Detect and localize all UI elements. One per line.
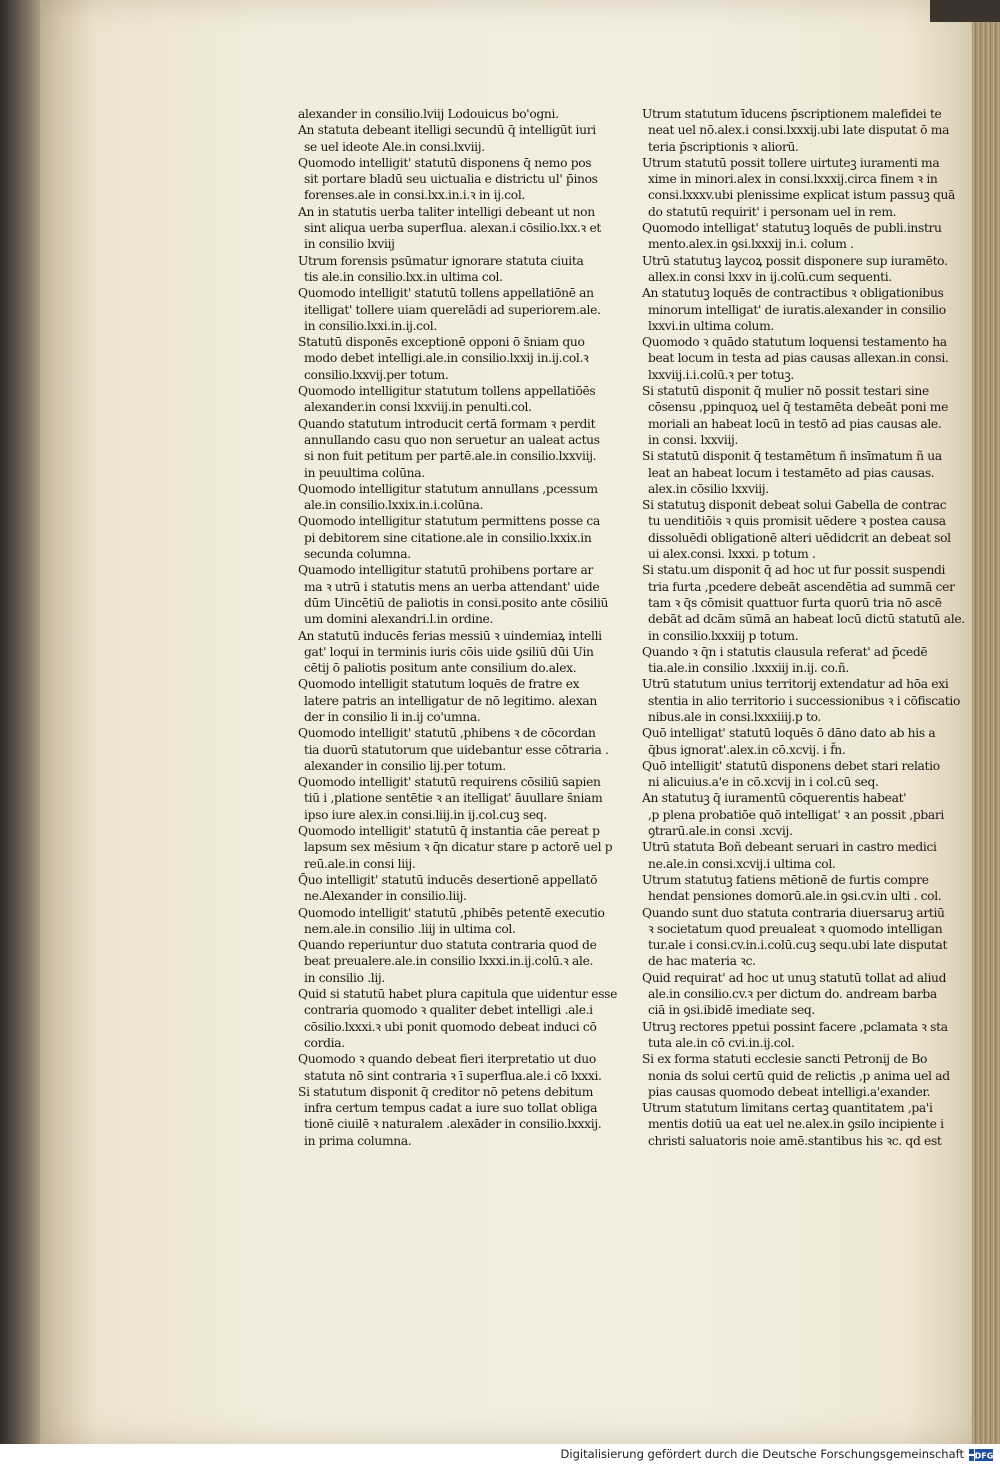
- index-entry: [642, 383, 960, 448]
- text-line: latere patris an intelligatur de nō legitimo. alexan: [304, 693, 597, 708]
- text-line: cōsensu ,ppinquoꝝ uel q̄ testamēta debeāt poni me: [648, 400, 949, 415]
- svg-text:DFG: DFG: [974, 1451, 994, 1461]
- text-line: itelligat' tollere uiam querelādi ad superiorem.ale.: [304, 302, 601, 317]
- text-line: leat an habeat locum i testamēto ad pias causas.: [648, 465, 935, 480]
- text-line: Statutū disponēs exceptionē opponi ō s̄niam quo: [298, 335, 585, 350]
- left-text-column: [298, 106, 618, 1149]
- text-line: Si statutum disponit q̄ creditor nō petens debitum: [298, 1084, 594, 1099]
- text-line: alexander.in consi lxxviij.in penulti.col.: [304, 400, 532, 415]
- text-line: nonia ds solui certū quid de relictis ,p anima uel ad: [648, 1068, 950, 1083]
- index-entry: [298, 383, 596, 416]
- text-line: ne.Alexander in consilio.liij.: [304, 889, 467, 904]
- dark-corner: [930, 0, 1000, 22]
- text-line: Quō intelligat' statutū loquēs ō dāno dato ab his a: [642, 726, 936, 741]
- text-line: annullando casu quo non seruetur an ualeat actus: [304, 432, 600, 447]
- index-entry: [298, 1051, 602, 1084]
- text-line: tionē ciuilē ꝛ naturalem .alexāder in consilio.lxxxij.: [304, 1117, 602, 1132]
- text-line: tam ꝛ q̄s cōmisit quattuor furta quorū tria nō ascē: [648, 595, 942, 610]
- text-line: hendat pensiones domorū.ale.in ꝯsi.cv.in ulti . col.: [648, 889, 942, 904]
- funding-credit: Digitalisierung gefördert durch die Deutsche Forschungsgemeinschaft: [560, 1447, 964, 1461]
- text-line: in consilio lxviij: [304, 237, 395, 252]
- dfg-logo-icon: [968, 1447, 994, 1463]
- text-line: Quando statutum introducit certā formam ꝛ perdit: [298, 416, 596, 431]
- text-line: lxxviij.i.i.colū.ꝛ per totuꝫ.: [648, 367, 794, 382]
- text-line: si non fuit petitum per partē.ale.in consilio.lxxviij.: [304, 449, 597, 464]
- text-line: Utrum statutuꝫ fatiens mētionē de furtis compre: [642, 872, 929, 887]
- index-entry: [642, 253, 960, 286]
- text-line: Quomodo ꝛ quādo statutum loquensi testamento ha: [642, 335, 947, 350]
- text-line: gat' loqui in terminis iuris cōis uide ꝯsiliū dūi Uin: [304, 644, 594, 659]
- index-entry: [298, 155, 598, 204]
- index-entry: [298, 285, 601, 334]
- text-line: Quō intelligit' statutū disponens debet stari relatio: [642, 758, 940, 773]
- text-line: An statutū inducēs ferias messiū ꝛ uindemiaꝝ intelli: [298, 628, 602, 643]
- text-line: alex.in cōsilio lxxviij.: [648, 481, 769, 496]
- text-line: contraria quomodo ꝛ qualiter debet intelligi .ale.i: [304, 1003, 593, 1018]
- text-line: ale.in consilio.cv.ꝛ per dictum do. andream barba: [648, 987, 937, 1002]
- text-line: tria furta ,pcedere debeāt ascendētia ad summā cer: [648, 579, 955, 594]
- index-entry: [298, 1084, 602, 1149]
- index-entry: [642, 644, 960, 677]
- text-line: ꝛ societatum quod preualeat ꝛ quomodo intelligan: [648, 921, 943, 936]
- index-entry: [642, 1051, 960, 1100]
- index-entry: [298, 253, 584, 286]
- text-line: Si statutuꝫ disponit debeat solui Gabella de contrac: [642, 498, 947, 513]
- text-line: Si ex forma statuti ecclesie sancti Petronij de Bo: [642, 1052, 928, 1067]
- index-entry: [298, 416, 600, 481]
- index-entry: [642, 725, 960, 758]
- text-line: Quando ꝛ q̄n i statutis clausula referat' ad p̄cedē: [642, 644, 928, 659]
- index-entry: [642, 1100, 960, 1149]
- index-entry: [298, 204, 601, 253]
- text-line: Quomodo intelligit statutum loquēs de fratre ex: [298, 677, 580, 692]
- footer-bar: [0, 1444, 1000, 1466]
- text-line: tur.ale i consi.cv.in.i.colū.cuꝫ sequ.ubi late disputat: [648, 938, 948, 953]
- text-line: beat preualere.ale.in consilio lxxxi.in.ij.colū.ꝛ ale.: [304, 954, 594, 969]
- text-line: in consilio.lxxi.in.ij.col.: [304, 318, 437, 333]
- text-line: tu uenditiōis ꝛ quis promisit uēdere ꝛ postea causa: [648, 514, 946, 529]
- text-line: ui alex.consi. lxxxi. p totum .: [648, 547, 816, 562]
- index-entry: [642, 758, 960, 791]
- text-line: ꝯtrarū.ale.in consi .xcvij.: [648, 824, 793, 839]
- text-line: do statutū requirit' i personam uel in rem.: [648, 204, 897, 219]
- index-entry: [298, 676, 597, 725]
- text-line: Quomodo intelligitur statutum annullans ,pcessum: [298, 481, 598, 496]
- text-line: Si statutū disponit q̄ testamētum ñ insīmatum ñ ua: [642, 449, 942, 464]
- index-entry: [298, 122, 596, 155]
- text-line: tuta ale.in cō cvi.in.ij.col.: [648, 1035, 795, 1050]
- text-line: in consi. lxxviij.: [648, 432, 739, 447]
- text-line: ni alicuius.a'e in cō.xcvij in i col.cū seq.: [648, 775, 879, 790]
- index-entry: [298, 872, 598, 905]
- index-entry: [298, 823, 613, 872]
- right-text-column: [642, 106, 965, 1149]
- text-line: der in consilio li in.ij co'umna.: [304, 709, 481, 724]
- text-line: q̄bus ignorat'.alex.in cō.xcvij. i f̄n.: [648, 742, 846, 757]
- text-line: Quomodo intelligit' statutū disponens q̄ nemo pos: [298, 155, 592, 170]
- text-line: dūm Uincētiū de paliotis in consi.posito ante cōsiliū: [304, 595, 609, 610]
- text-line: consi.lxxxv.ubi plenissime explicat istum passuꝫ quā: [648, 188, 956, 203]
- text-line: allex.in consi lxxv in ij.colū.cum sequenti.: [648, 269, 892, 284]
- text-line: reū.ale.in consi liij.: [304, 856, 416, 871]
- text-line: pi debitorem sine citatione.ale in consilio.lxxix.in: [304, 530, 592, 545]
- text-line: tia duorū statutorum que uidebantur esse cōtraria .: [304, 742, 609, 757]
- index-entry: [298, 513, 600, 562]
- page-fore-edge: [972, 0, 1000, 1444]
- text-line: pias causas quomodo debeat intelligi.a'exander.: [648, 1084, 931, 1099]
- text-line: lapsum sex mēsium ꝛ q̄n dicatur stare p actorē uel p: [304, 840, 613, 855]
- index-entry: [298, 774, 603, 823]
- text-line: in consilio .lij.: [304, 970, 385, 985]
- text-line: sit portare bladū seu uictualia e districtu ul' p̄inos: [304, 172, 598, 187]
- index-entry: [642, 905, 960, 970]
- text-line: mento.alex.in ꝯsi.lxxxij in.i. colum .: [648, 237, 854, 252]
- text-line: debāt ad dcām sūmā an habeat locū dictū statutū ale.: [648, 612, 965, 627]
- text-line: Quomodo intelligitur statutum permittens posse ca: [298, 514, 600, 529]
- text-line: dissoluēdi obligationē alteri uēdidcrit an debeat sol: [648, 530, 951, 545]
- text-line: Si statu.um disponit q̄ ad hoc ut fur possit suspendi: [642, 563, 946, 578]
- text-line: alexander in consilio lij.per totum.: [304, 758, 506, 773]
- text-line: Quamodo intelligitur statutū prohibens portare ar: [298, 563, 593, 578]
- text-line: ale.in consilio.lxxix.in.i.colūna.: [304, 498, 484, 513]
- index-entry: [298, 725, 609, 774]
- text-line: Quando sunt duo statuta contraria diuersaruꝫ artiū: [642, 905, 945, 920]
- text-line: Utrū statuta Boñ debeant seruari in castro medici: [642, 840, 937, 855]
- text-line: Utrum statutum īducens p̄scriptionem malefidei te: [642, 107, 942, 121]
- text-line: An statutuꝫ loquēs de contractibus ꝛ obligationibus: [642, 286, 944, 301]
- index-entry: [642, 1019, 960, 1052]
- text-line: Quomodo intelligit' statutū ,phibēs petentē executio: [298, 905, 605, 920]
- text-line: ,p plena probatiōe quō intelligat' ꝛ an possit ,pbari: [648, 807, 944, 822]
- text-line: mentis dotiū ua eat uel ne.alex.in ꝯsilo incipiente i: [648, 1117, 944, 1132]
- text-line: beat locum in testa ad pias causas allexan.in consi.: [648, 351, 949, 366]
- text-line: Quomodo intelligit' statutū q̄ instantia cāe pereat p: [298, 824, 600, 839]
- index-entry: [642, 839, 960, 872]
- text-line: se uel ideote Ale.in consi.lxviij.: [304, 139, 485, 154]
- index-entry: [642, 448, 960, 497]
- text-line: tis ale.in consilio.lxx.in ultima col.: [304, 269, 503, 284]
- text-line: sint aliqua uerba superflua. alexan.i cōsilio.lxx.ꝛ et: [304, 221, 601, 236]
- text-line: neat uel nō.alex.i consi.lxxxij.ubi late disputat ō ma: [648, 123, 950, 138]
- index-entry: [642, 285, 960, 334]
- text-line: Si statutū disponit q̄ mulier nō possit testari sine: [642, 384, 929, 399]
- text-line: Utrum forensis psūmatur ignorare statuta ciuita: [298, 253, 584, 268]
- text-line: minorum intelligat' de iuratis.alexander in consilio: [648, 302, 946, 317]
- index-entry: [298, 106, 580, 122]
- text-line: Utruꝫ rectores ppetui possint facere ,pclamata ꝛ sta: [642, 1019, 948, 1034]
- text-line: in consilio.lxxxiij p totum.: [648, 628, 799, 643]
- index-entry: [642, 155, 960, 220]
- text-line: um domini alexandri.l.in ordine.: [304, 612, 494, 627]
- text-line: Quomodo intelligit' statutū ,phibens ꝛ de cōcordan: [298, 726, 596, 741]
- text-line: xime in minori.alex in consi.lxxxij.circa finem ꝛ in: [648, 172, 938, 187]
- text-line: in peuultima colūna.: [304, 465, 425, 480]
- text-line: Quomodo ꝛ quando debeat fieri iterpretatio ut duo: [298, 1052, 596, 1067]
- text-line: Utrū statutuꝫ laycoꝝ possit disponere sup iuramēto.: [642, 253, 948, 268]
- text-line: Utrū statutum unius territorij extendatur ad hōa exi: [642, 677, 949, 692]
- book-spine-edge: [0, 0, 44, 1444]
- text-line: statuta nō sint contraria ꝛ ī superflua.ale.i cō lxxxi.: [304, 1068, 602, 1083]
- text-line: cordia.: [304, 1035, 345, 1050]
- text-line: secunda columna.: [304, 547, 411, 562]
- text-line: Quid si statutū habet plura capitula que uidentur esse: [298, 987, 618, 1002]
- index-entry: [298, 986, 618, 1051]
- text-line: ciā in ꝯsi.ibidē imediate seq.: [648, 1003, 815, 1018]
- text-line: An in statutis uerba taliter intelligi debeant ut non: [298, 204, 595, 219]
- text-line: alexander in consilio.lviij Lodouicus bo'ogni.: [298, 107, 559, 121]
- text-line: modo debet intelligi.ale.in consilio.lxxij in.ij.col.ꝛ: [304, 351, 589, 366]
- index-entry: [642, 497, 960, 562]
- text-line: Utrum statutū possit tollere uirtuteꝫ iuramenti ma: [642, 155, 940, 170]
- text-line: tiū i ,platione sentētie ꝛ an itelligat' āuullare s̄niam: [304, 791, 603, 806]
- text-line: Q̄uo intelligit' statutū inducēs desertionē appellatō: [298, 872, 598, 887]
- index-entry: [642, 676, 960, 725]
- text-line: Quomodo intelligat' statutuꝫ loquēs de publi.instru: [642, 221, 942, 236]
- text-line: ipso iure alex.in consi.liij.in ij.col.cuꝫ seq.: [304, 807, 547, 822]
- text-line: nem.ale.in consilio .liij in ultima col.: [304, 921, 516, 936]
- index-entry: [642, 970, 960, 1019]
- index-entry: [298, 628, 602, 677]
- text-line: Quomodo intelligit' statutū tollens appellatiōnē an: [298, 286, 594, 301]
- index-entry: [298, 937, 597, 986]
- text-line: consilio.lxxvij.per totum.: [304, 367, 449, 382]
- text-line: nibus.ale in consi.lxxxiiij.p to.: [648, 709, 821, 724]
- text-line: ne.ale.in consi.xcvij.i ultima col.: [648, 856, 836, 871]
- text-line: Quid requirat' ad hoc ut unuꝫ statutū tollat ad aliud: [642, 970, 947, 985]
- index-entry: [298, 905, 605, 938]
- index-entry: [298, 334, 589, 383]
- index-entry: [642, 562, 965, 643]
- index-entry: [642, 106, 960, 155]
- index-entry: [298, 481, 598, 514]
- text-line: forenses.ale in consi.lxx.in.i.ꝛ in ij.col.: [304, 188, 525, 203]
- index-entry: [642, 220, 960, 253]
- text-line: Quomodo intelligitur statutum tollens appellatiōēs: [298, 384, 596, 399]
- text-line: lxxvi.in ultima colum.: [648, 318, 774, 333]
- index-entry: [642, 334, 960, 383]
- text-line: Utrum statutum limitans certaꝫ quantitatem ,pa'i: [642, 1101, 933, 1116]
- text-line: teria p̄scriptionis ꝛ aliorū.: [648, 139, 799, 154]
- text-line: de hac materia ꝛc.: [648, 954, 756, 969]
- text-line: in prima columna.: [304, 1133, 412, 1148]
- index-entry: [298, 562, 609, 627]
- text-line: Quando reperiuntur duo statuta contraria quod de: [298, 938, 597, 953]
- text-line: An statutuꝫ q̄ iuramentū cōquerentis habeat': [642, 791, 907, 806]
- text-line: stentia in alio territorio i successionibus ꝛ i cōfiscatio: [648, 693, 961, 708]
- index-entry: [642, 872, 960, 905]
- text-line: cētij ō paliotis positum ante consilium do.alex.: [304, 661, 577, 676]
- index-entry: [642, 790, 960, 839]
- text-line: moriali an habeat locū in testō ad pias causas ale.: [648, 416, 942, 431]
- text-line: tia.ale.in consilio .lxxxiij in.ij. co.ñ.: [648, 661, 849, 676]
- text-line: An statuta debeant itelligi secundū q̄ intelligūt iuri: [298, 123, 596, 138]
- text-line: infra certum tempus cadat a iure suo tollat obliga: [304, 1101, 598, 1116]
- text-line: christi saluatoris noie amē.stantibus his ꝛc. qd est: [648, 1133, 942, 1148]
- text-line: Quomodo intelligit' statutū requirens cōsiliū sapien: [298, 775, 601, 790]
- text-line: ma ꝛ utrū i statutis mens an uerba attendant' uide: [304, 579, 600, 594]
- text-line: cōsilio.lxxxi.ꝛ ubi ponit quomodo debeat induci cō: [304, 1019, 597, 1034]
